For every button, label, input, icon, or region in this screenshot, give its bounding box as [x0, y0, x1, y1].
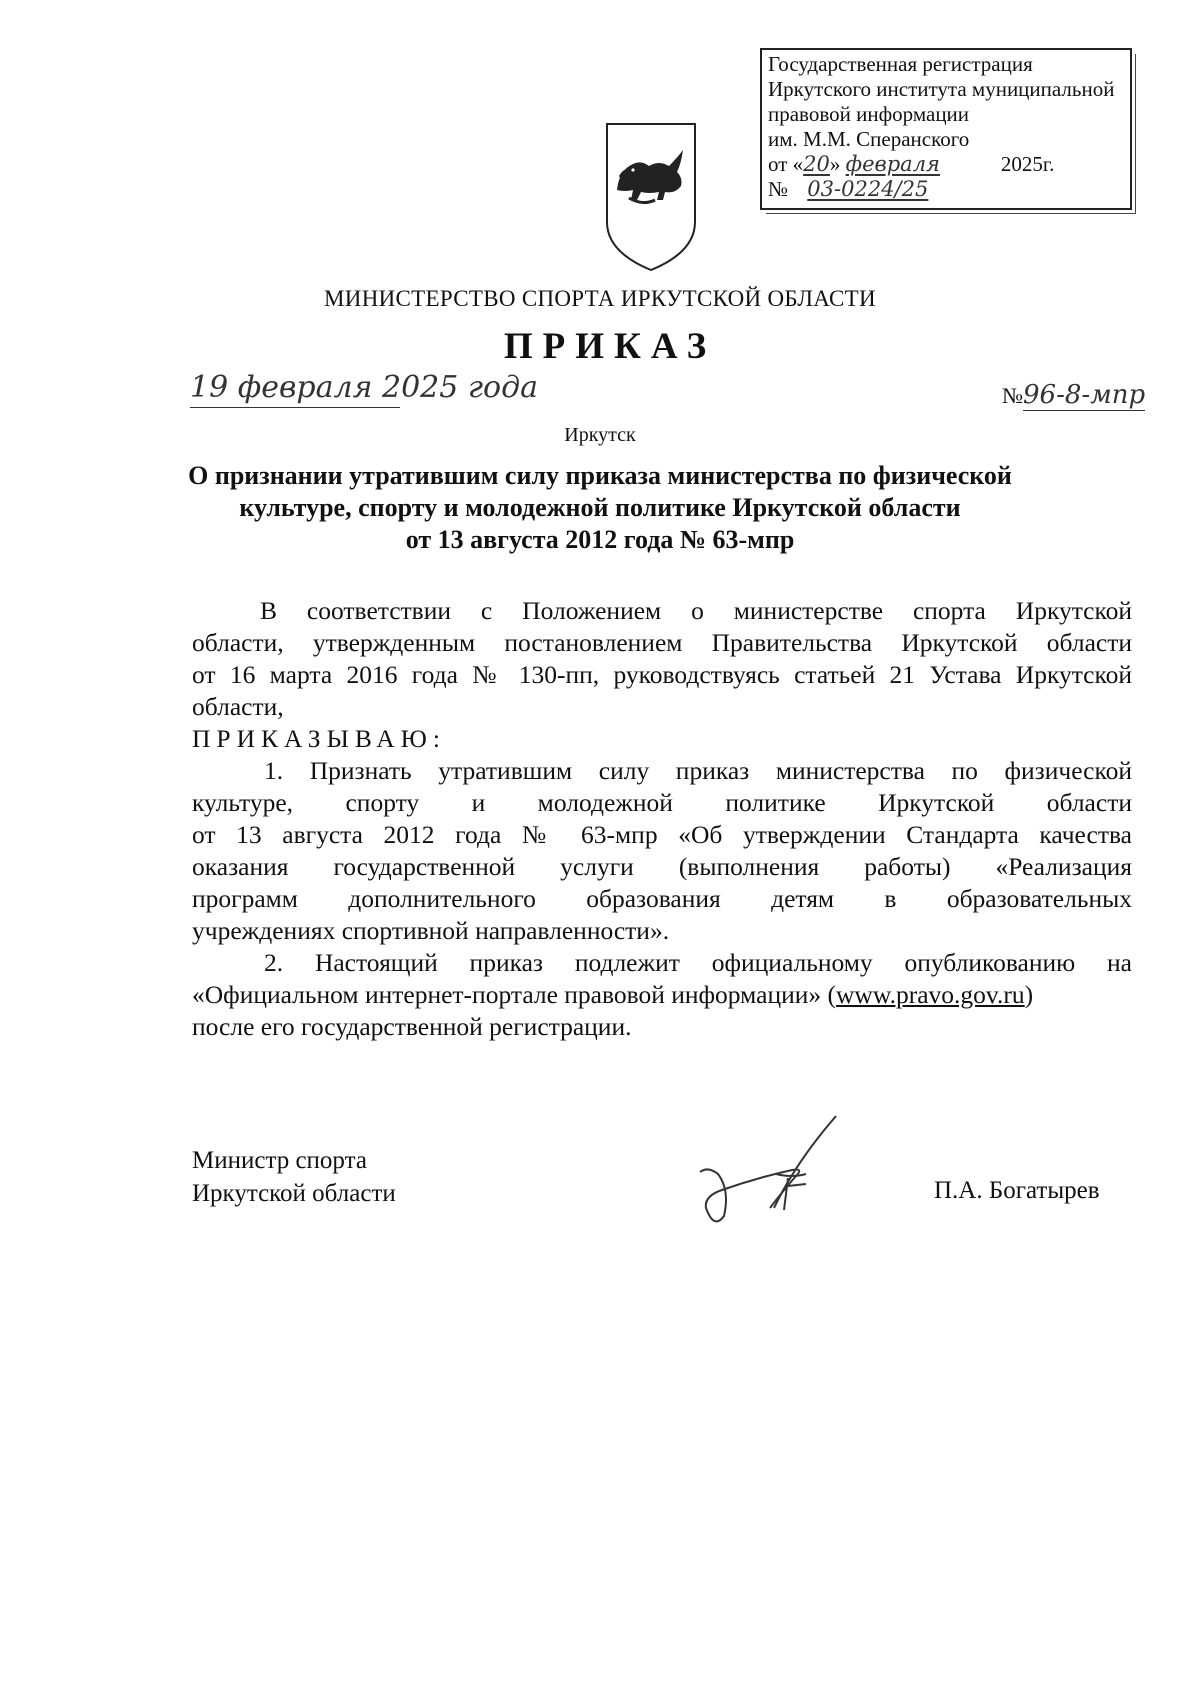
item1-line-2: культуре, спорту и молодежной политике Иркутской области	[192, 788, 1132, 817]
registration-year: 2025	[1000, 152, 1043, 176]
subject-line-3: от 13 августа 2012 года № 63-мпр	[405, 525, 795, 554]
item2-line-2: «Официальном интернет-портале правовой информации» (www.pravo.gov.ru)	[192, 980, 1034, 1009]
city: Иркутск	[564, 424, 636, 446]
item1-line-3: от 13 августа 2012 года № 63-мпр «Об утверждении Стандарта качества	[192, 820, 1132, 849]
registration-line-4: им. М.М. Сперанского	[768, 127, 970, 151]
signatory-title-line-1: Министр спорта	[192, 1147, 367, 1174]
pravo-gov-link[interactable]: www.pravo.gov.ru	[836, 980, 1025, 1009]
order-number-handwritten: 96-8-мпр	[1023, 380, 1146, 410]
ministry-name: МИНИСТЕРСТВО СПОРТА ИРКУТСКОЙ ОБЛАСТИ	[324, 286, 876, 311]
signatory-title-line-2: Иркутской области	[192, 1180, 396, 1207]
document-subject	[140, 460, 1060, 556]
order-date-underline	[190, 407, 400, 408]
registration-number-value: 03-0224/25	[807, 177, 929, 201]
registration-number: № 03-0224/25	[768, 177, 1007, 202]
item2-line-3: после его государственной регистрации.	[192, 1012, 632, 1041]
subject-line-2: культуре, спорту и молодежной политике Иркутской области	[239, 493, 961, 522]
preamble-line-1: В соответствии с Положением о министерстве спорта Иркутской	[260, 596, 1132, 625]
signatory-title	[192, 1144, 396, 1210]
order-date-handwritten: 19 февраля 2025 года	[190, 370, 539, 405]
registration-line-2: Иркутского института муниципальной	[768, 77, 1115, 101]
subject-line-1: О признании утратившим силу приказа министерства по физической	[188, 461, 1012, 490]
order-word: ПРИКАЗЫВАЮ:	[192, 724, 446, 753]
registration-line-3: правовой информации	[768, 102, 970, 126]
irkutsk-coat-of-arms-icon	[603, 120, 699, 272]
signatory-name: П.А. Богатырев	[934, 1177, 1100, 1204]
preamble-line-4: области,	[192, 692, 284, 721]
preamble-line-2: области, утвержденным постановлением Правительства Иркутской области	[192, 628, 1132, 657]
item1-line-4: оказания государственной услуги (выполнения работы) «Реализация	[192, 852, 1132, 881]
item2-line-1: 2. Настоящий приказ подлежит официальному опубликованию на	[264, 948, 1132, 977]
registration-month: февраля	[845, 152, 940, 176]
order-number	[1002, 380, 1145, 410]
item1-line-6: учреждениях спортивной направленности».	[192, 916, 670, 945]
registration-stamp	[760, 48, 1132, 210]
item1-line-1: 1. Признать утратившим силу приказ министерства по физической	[264, 756, 1132, 785]
order-number-sign: №	[1002, 383, 1023, 408]
document-type-title: ПРИКАЗ	[503, 326, 717, 367]
item1-line-5: программ дополнительного образования детям в образовательных	[192, 884, 1132, 913]
registration-date: от «20» февраля 2025г.	[768, 152, 1055, 176]
handwritten-signature	[696, 1112, 856, 1232]
registration-day: 20	[803, 152, 830, 176]
registration-line-1: Государственная регистрация	[768, 52, 1033, 76]
preamble-line-3: от 16 марта 2016 года № 130-пп, руководствуясь статьей 21 Устава Иркутской	[192, 660, 1132, 689]
